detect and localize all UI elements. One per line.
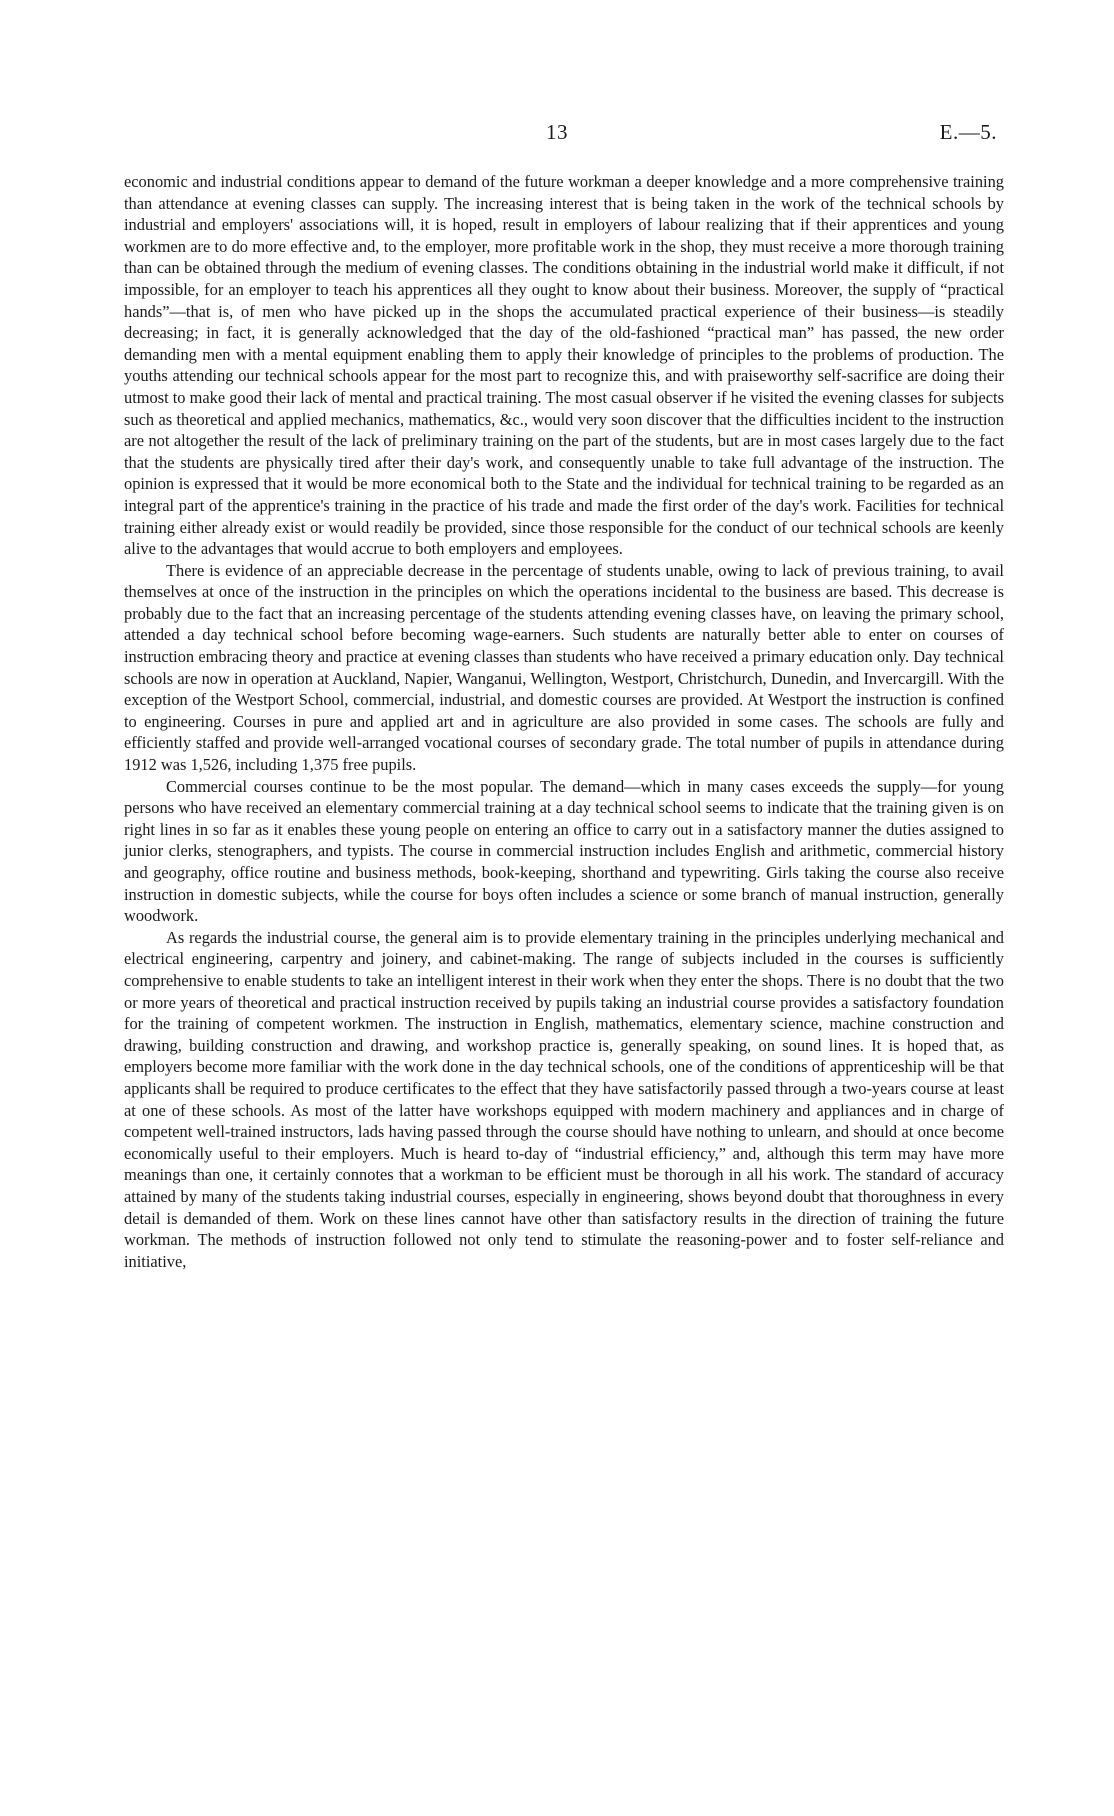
paragraph-industrial-course: As regards the industrial course, the general aim is to provide elementary training in the principles underlying mechanical and electrical engineering, carpentry and joinery, and cabinet-making. The range of subjects included in the courses is sufficiently comprehensive to enable students to take an intelligent interest in their work when they enter the shops. There is no doubt that the two or more years of theoretical and practical instruction received by pupils taking an industrial course provides a satisfactory foundation for the training of competent workmen. The instruction in English, mathematics, elementary science, machine construction and drawing, building construction and drawing, and workshop practice is, generally speaking, on sound lines. It is hoped that, as employers become more familiar with the work done in the day technical schools, one of the conditions of apprenticeship will be that applicants shall be required to produce certificates to the effect that they have satisfactorily passed through a two-years course at least at one of these schools. As most of the latter have workshops equipped with modern machinery and appliances and in charge of competent well-trained instructors, lads having passed through the course should have nothing to unlearn, and should at once become economically useful to their employers. Much is heard to-day of “industrial efficiency,” and, although this term may have more meanings than one, it certainly connotes that a workman to be efficient must be thorough in all his work. The standard of accuracy attained by many of the students taking industrial courses, especially in engineering, shows beyond doubt that thoroughness in every detail is demanded of them. Work on these lines cannot have other than satisfactory results in the direction of training the future workman. The methods of instruction followed not only tend to stimulate the reasoning-power and to foster self-reliance and initiative, — [124, 927, 1004, 1271]
paragraph-continuation: economic and industrial conditions appear to demand of the future workman a deeper knowledge and a more comprehensive training than attendance at evening classes can supply. The increasing interest that is being taken in the work of the technical schools by industrial and employers' associations will, it is hoped, result in employers of labour realizing that if their apprentices and young workmen are to do more effective and, to the employer, more profitable work in the shop, they must receive a more thorough training than can be obtained through the medium of evening classes. The conditions obtaining in the industrial world make it difficult, if not impossible, for an employer to teach his apprentices all they ought to know about their business. Moreover, the supply of “practical hands”—that is, of men who have picked up in the shops the accumulated practical experience of their business—is steadily decreasing; in fact, it is generally acknowledged that the day of the old-fashioned “practical man” has passed, the new order demanding men with a mental equipment enabling them to apply their knowledge of principles to the problems of production. The youths attending our technical schools appear for the most part to recognize this, and with praiseworthy self-sacrifice are doing their utmost to make good their lack of mental and practical training. The most casual observer if he visited the evening classes for subjects such as theoretical and applied mechanics, mathematics, &c., would very soon discover that the difficulties incident to the instruction are not altogether the result of the lack of preliminary training on the part of the students, but are in most cases largely due to the fact that the students are physically tired after their day's work, and consequently unable to take full advantage of the instruction. The opinion is expressed that it would be more economical both to the State and the individual for technical training to be regarded as an integral part of the apprentice's training in the practice of his trade and made the first order of the day's work. Facilities for technical training either already exist or would readily be provided, since those responsible for the conduct of our technical schools are keenly alive to the advantages that would accrue to both employers and employees. — [124, 172, 1004, 559]
document-code: E.—5. — [939, 120, 997, 144]
body-text — [124, 171, 1004, 1272]
page-number: 13 — [546, 120, 568, 144]
paragraph-commercial-courses: Commercial courses continue to be the most popular. The demand—which in many cases exceeds the supply—for young persons who have received an elementary commercial training at a day technical school seems to indicate that the training given is on right lines in so far as it enables these young people on entering an office to carry out in a satisfactory manner the duties assigned to junior clerks, stenographers, and typists. The course in commercial instruction includes English and arithmetic, commercial history and geography, office routine and business methods, book-keeping, shorthand and typewriting. Girls taking the course also receive instruction in domestic subjects, while the course for boys often includes a science or some branch of manual instruction, generally woodwork. — [124, 776, 1004, 926]
paragraph-decrease-evidence: There is evidence of an appreciable decrease in the percentage of students unable, owing to lack of previous training, to avail themselves at once of the instruction in the principles on which the operations incidental to the business are based. This decrease is probably due to the fact that an increasing percentage of the students attending evening classes have, on leaving the primary school, attended a day technical school before becoming wage-earners. Such students are naturally better able to enter on courses of instruction embracing theory and practice at evening classes than students who have received a primary education only. Day technical schools are now in operation at Auckland, Napier, Wanganui, Wellington, Westport, Christchurch, Dunedin, and Invercargill. With the exception of the Westport School, commercial, industrial, and domestic courses are provided. At Westport the instruction is confined to engineering. Courses in pure and applied art and in agriculture are also provided in some cases. The schools are fully and efficiently staffed and provide well-arranged vocational courses of secondary grade. The total number of pupils in attendance during 1912 was 1,526, including 1,375 free pupils. — [124, 560, 1004, 775]
